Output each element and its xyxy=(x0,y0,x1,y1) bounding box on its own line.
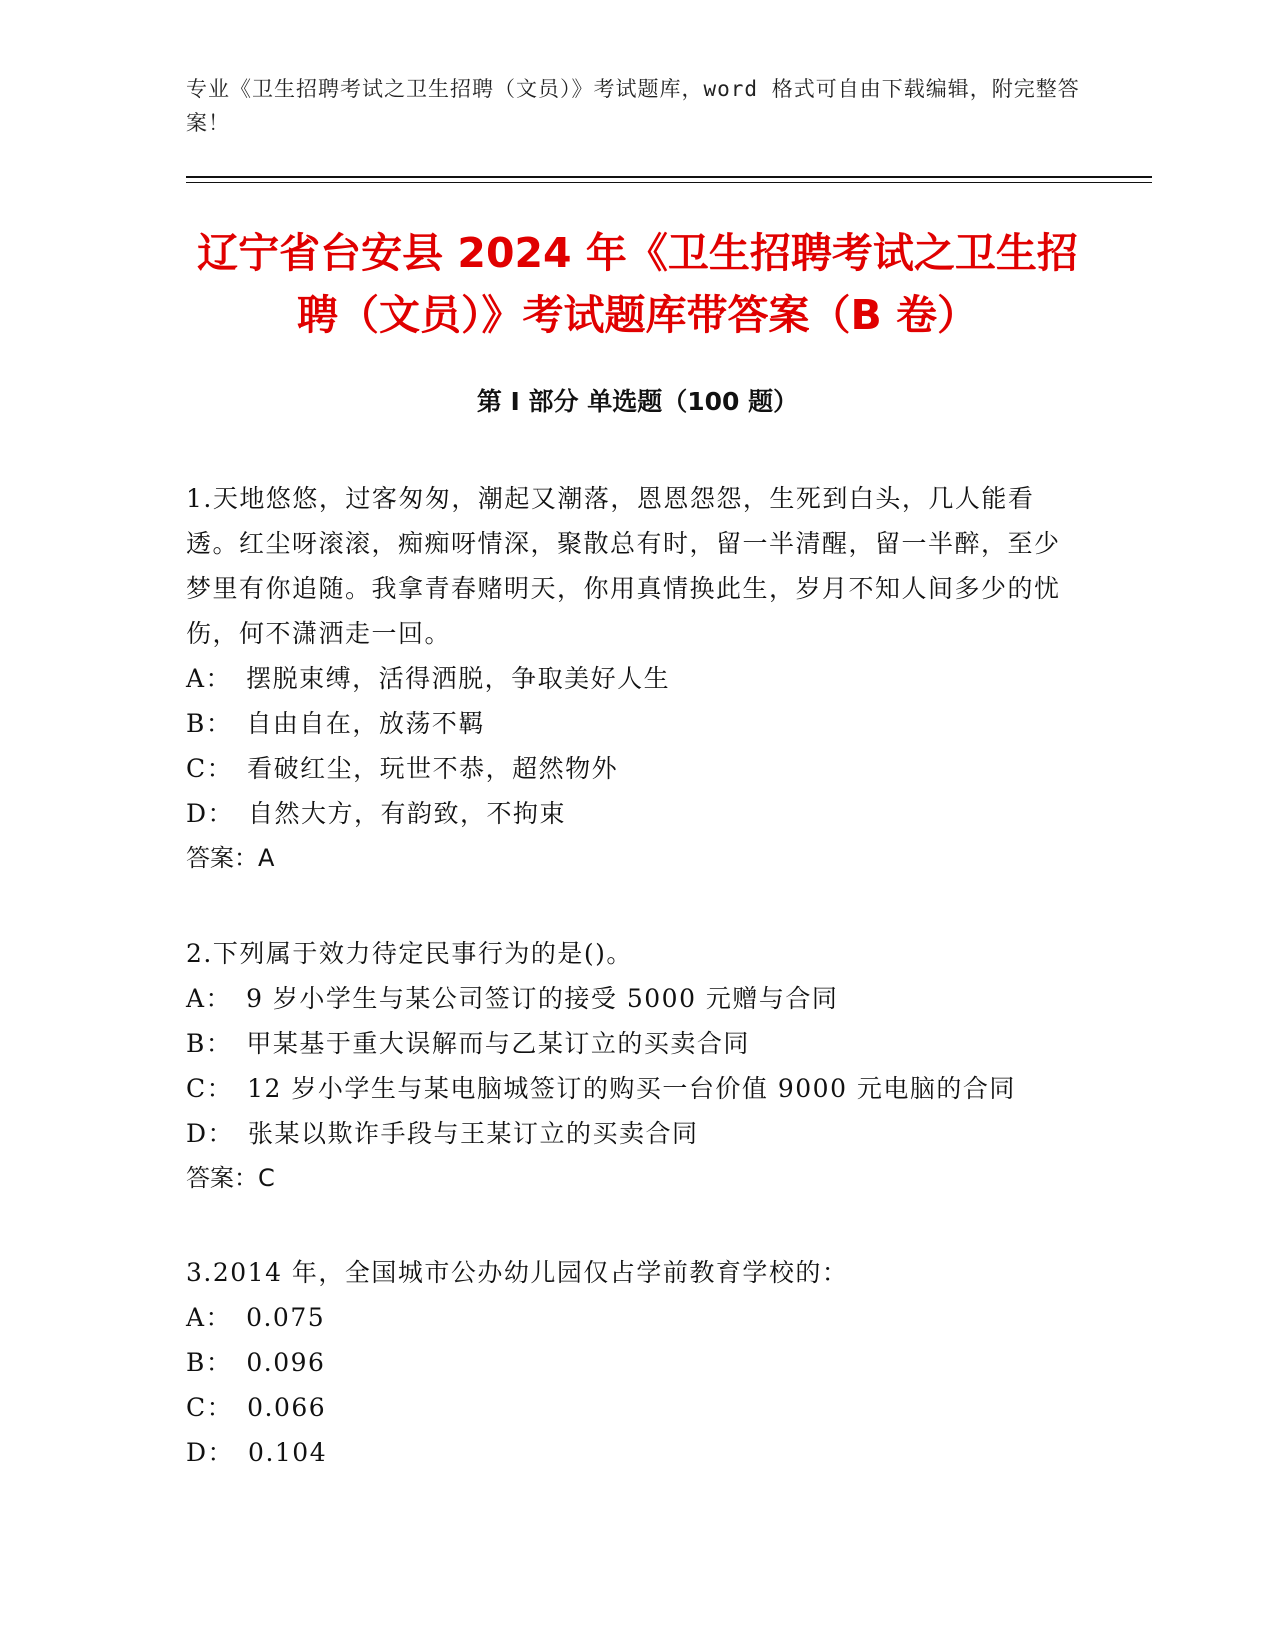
option-text: 0.075 xyxy=(246,1303,326,1332)
option-key: D： xyxy=(186,1119,235,1148)
question-3 xyxy=(186,1250,1066,1475)
option-d xyxy=(186,1430,1066,1475)
option-text: 自由自在，放荡不羁 xyxy=(246,709,485,738)
option-text: 甲某基于重大误解而与乙某订立的买卖合同 xyxy=(246,1029,750,1058)
header-divider-thin xyxy=(186,182,1152,183)
option-text: 9 岁小学生与某公司签订的接受 5000 元赠与合同 xyxy=(246,984,839,1013)
question-1 xyxy=(186,476,1066,881)
option-text: 12 岁小学生与某电脑城签订的购买一台价值 9000 元电脑的合同 xyxy=(247,1074,1016,1103)
option-key: B： xyxy=(186,709,233,738)
header-divider-thick xyxy=(186,176,1152,178)
option-c xyxy=(186,1066,1066,1111)
option-key: C： xyxy=(186,754,234,783)
option-d xyxy=(186,791,1066,836)
question-2 xyxy=(186,931,1066,1201)
section-title: 第 I 部分 单选题（100 题） xyxy=(476,387,799,416)
option-a xyxy=(186,1295,1066,1340)
question-stem: 1.天地悠悠，过客匆匆，潮起又潮落，恩恩怨怨，生死到白头，几人能看透。红尘呀滚滚，痴痴呀情深，聚散总有时，留一半清醒，留一半醉，至少梦里有你追随。我拿青春赌明天，你用真情换此生，岁月不知人间多少的忧伤，何不潇洒走一回。 xyxy=(186,484,1061,648)
option-key: B： xyxy=(186,1348,233,1377)
option-key: A： xyxy=(186,984,233,1013)
option-b xyxy=(186,1340,1066,1385)
option-key: C： xyxy=(186,1074,234,1103)
option-c xyxy=(186,1385,1066,1430)
answer-line: 答案：A xyxy=(186,844,275,872)
option-key: A： xyxy=(186,1303,233,1332)
option-b xyxy=(186,701,1066,746)
option-a xyxy=(186,976,1066,1021)
question-stem: 2.下列属于效力待定民事行为的是()。 xyxy=(186,939,633,968)
option-key: D： xyxy=(186,799,235,828)
question-stem: 3.2014 年，全国城市公办幼儿园仅占学前教育学校的： xyxy=(186,1258,849,1287)
option-text: 0.104 xyxy=(248,1438,328,1467)
option-d xyxy=(186,1111,1066,1156)
option-text: 0.066 xyxy=(247,1393,327,1422)
answer-line: 答案：C xyxy=(186,1164,275,1192)
option-a xyxy=(186,656,1066,701)
header-note: 专业《卫生招聘考试之卫生招聘（文员）》考试题库，word 格式可自由下载编辑，附完整答案！ xyxy=(186,77,1080,135)
option-b xyxy=(186,1021,1066,1066)
option-key: A： xyxy=(186,664,233,693)
option-text: 看破红尘，玩世不恭，超然物外 xyxy=(247,754,619,783)
option-text: 摆脱束缚，活得洒脱，争取美好人生 xyxy=(246,664,671,693)
option-text: 张某以欺诈手段与王某订立的买卖合同 xyxy=(248,1119,699,1148)
option-text: 自然大方，有韵致，不拘束 xyxy=(248,799,567,828)
option-key: B： xyxy=(186,1029,233,1058)
option-c xyxy=(186,746,1066,791)
option-text: 0.096 xyxy=(246,1348,326,1377)
option-key: C： xyxy=(186,1393,234,1422)
document-title: 辽宁省台安县 2024 年《卫生招聘考试之卫生招聘（文员）》考试题库带答案（B 卷） xyxy=(197,229,1078,339)
option-key: D： xyxy=(186,1438,235,1467)
